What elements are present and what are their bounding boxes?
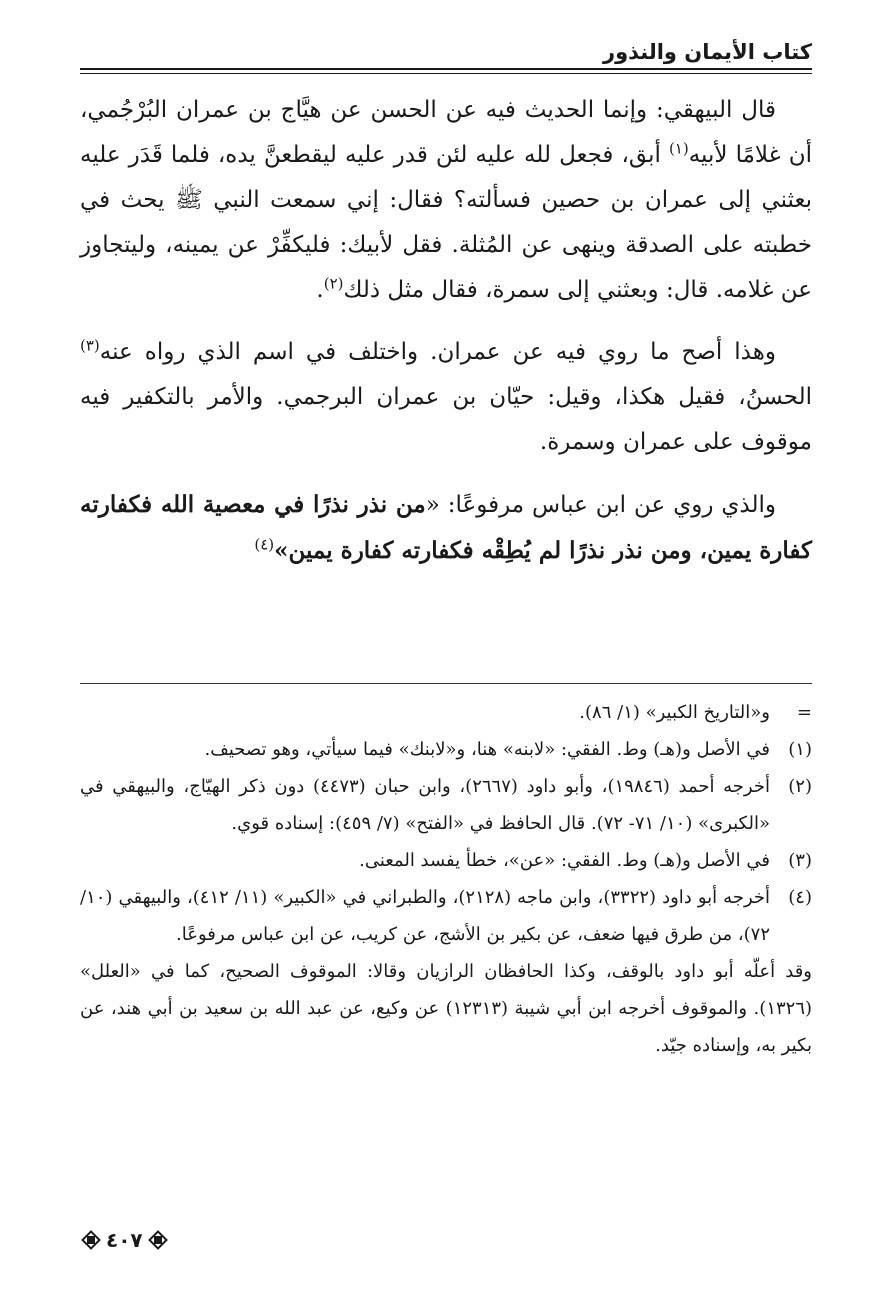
footnote-ref-3: (٣) [80, 336, 100, 355]
footnote-text: في الأصل و(هـ) وط. الفقي: «عن»، خطأ يفسد المعنى. [359, 850, 770, 871]
footnote-separator [80, 683, 812, 684]
footnote-text: أخرجه أحمد (١٩٨٤٦)، وأبو داود (٢٦٦٧)، وابن حبان (٤٤٧٣) دون ذكر الهيّاج، والبيهقي في «الكبرى» (١٠/ ٧١- ٧٢). قال الحافظ في «الفتح» (٧/ ٤٥٩): إسناده قوي. [80, 776, 770, 834]
ornament-icon [149, 1231, 167, 1249]
footnote-1 [80, 731, 812, 768]
footnote-number: (٤) [788, 887, 812, 908]
paragraph-2-text: وهذا أصح ما روي فيه عن عمران. واختلف في اسم الذي رواه عنه [99, 339, 776, 365]
hadith-text: من نذر نذرًا في معصية الله فكفارته كفارة يمين، ومن نذر نذرًا لم يُطِقْه فكفارته كفارة يمين [80, 491, 812, 564]
hadith-close-quote: » [274, 537, 289, 564]
continuation-text: و«التاريخ الكبير» (١/ ٨٦). [579, 702, 770, 723]
paragraph-1-text-cont: أبق، فجعل لله عليه لئن قدر عليه ليقطعنَّ يده، فلما قَدَر عليه بعثني إلى عمران بن حصين فسألته؟ فقال: إني سمعت النبي ﷺ يحث في خطبته على الصدقة وينهى عن المُثلة. فقل لأبيك: فليكفِّرْ عن يمينه، وليتجاوز عن غلامه. قال: وبعثني إلى سمرة، فقال مثل ذلك [80, 142, 812, 303]
paragraph-3-intro: والذي روي عن ابن عباس مرفوعًا: « [425, 492, 776, 518]
footnote-ref-1: (١) [668, 139, 689, 158]
main-text [80, 88, 812, 591]
paragraph-1-end: . [316, 277, 324, 303]
header-rule-thick [80, 68, 812, 70]
footnote-number: (٢) [788, 776, 812, 797]
footnote-number: (٣) [788, 850, 812, 871]
paragraph-1-text: قال البيهقي: وإنما الحديث فيه عن الحسن عن هيَّاج بن عمران البُرْجُمي، أن غلامًا لأبيه [80, 97, 812, 168]
paragraph-2-text-cont: الحسنُ، فقيل هكذا، وقيل: حيّان بن عمران البرجمي. والأمر بالتكفير فيه موقوف على عمران وسمرة. [80, 384, 812, 455]
page-number: ٤٠٧ [106, 1228, 143, 1252]
footnote-4-continuation: وقد أعلّه أبو داود بالوقف، وكذا الحافظان الرازيان وقالا: الموقوف الصحيح، كما في «العلل» (١٣٢٦). والموقوف أخرجه ابن أبي شيبة (١٢٣١٣) عن وكيع، عن عبد الله بن سعيد بن أبي هند، عن بكير به، وإسناده جيّد. [80, 961, 813, 1056]
footnote-text: في الأصل و(هـ) وط. الفقي: «لابنه» هنا، و«لابنك» فيما سيأتي، وهو تصحيف. [204, 739, 770, 760]
footnote-ref-4: (٤) [254, 535, 275, 554]
footnote-text: أخرجه أبو داود (٣٣٢٢)، وابن ماجه (٢١٢٨)، والطبراني في «الكبير» (١١/ ٤١٢)، والبيهقي (١٠/ ٧٢)، من طرق فيها ضعف، عن بكير بن الأشج، عن كريب، عن ابن عباس مرفوعًا. [80, 887, 771, 945]
paragraph-3 [80, 482, 812, 574]
page-folio [82, 1228, 167, 1252]
ornament-icon [82, 1231, 100, 1249]
footnote-ref-2: (٢) [323, 274, 344, 293]
footnote-continuation [80, 694, 812, 731]
footnote-4 [80, 879, 812, 953]
footnote-3 [80, 842, 812, 879]
running-head: كتاب الأيمان والنذور [603, 40, 812, 64]
footnote-2 [80, 768, 812, 842]
continuation-marker: = [796, 702, 812, 723]
header-rule-thin [80, 73, 812, 74]
footnotes [80, 694, 812, 1064]
paragraph-1 [80, 88, 812, 313]
paragraph-2 [80, 330, 812, 465]
footnote-number: (١) [788, 739, 812, 760]
